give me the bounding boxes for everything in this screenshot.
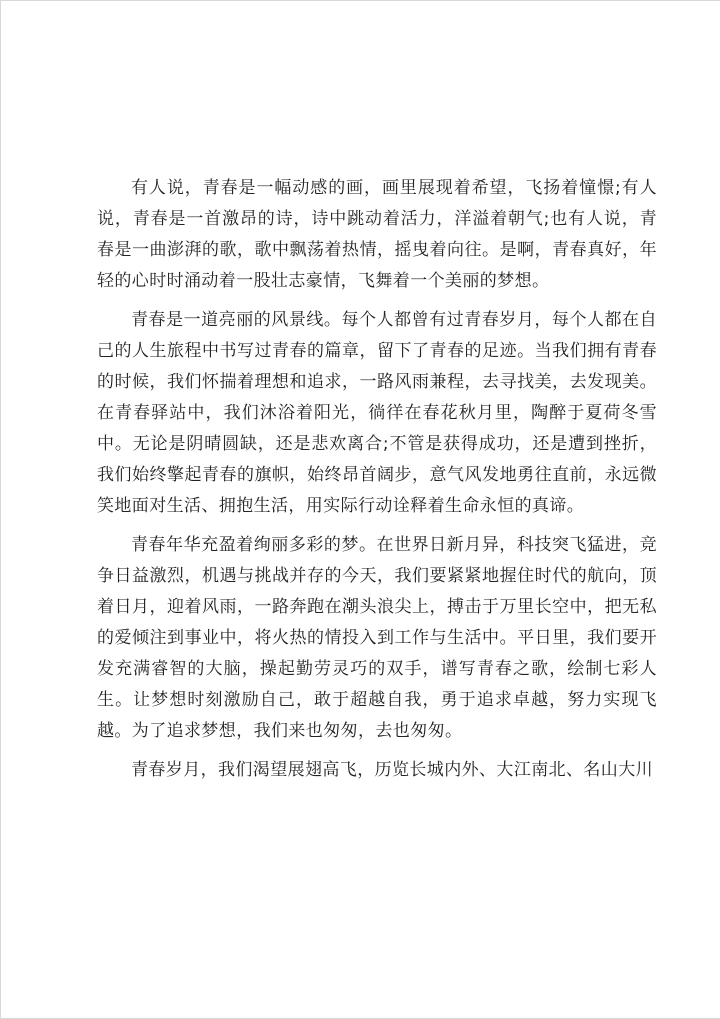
paragraph-2: 青春是一道亮丽的风景线。每个人都曾有过青春岁月，每个人都在自己的人生旅程中书写过青春的篇章，留下了青春的足迹。当我们拥有青春的时候，我们怀揣着理想和追求，一路风雨兼程，去寻找美，去发现美。在青春驿站中，我们沐浴着阳光，徜徉在春花秋月里，陶醉于夏荷冬雪中。无论是阴晴圆缺，还是悲欢离合;不管是获得成功，还是遭到挫折，我们始终擎起青春的旗帜，始终昂首阔步，意气风发地勇往直前，永远微笑地面对生活、拥抱生活，用实际行动诠释着生命永恒的真谛。 — [97, 310, 657, 516]
paragraph-1: 有人说，青春是一幅动感的画，画里展现着希望，飞扬着憧憬;有人说，青春是一首激昂的诗，诗中跳动着活力，洋溢着朝气;也有人说，青春是一曲澎湃的歌，歌中飘荡着热情，摇曳着向往。是啊，青春真好，年轻的心时时涌动着一股壮志豪情，飞舞着一个美丽的梦想。 — [97, 178, 657, 291]
paragraph-4: 青春岁月，我们渴望展翅高飞，历览长城内外、大江南北、名山大川 — [131, 760, 653, 780]
document-body — [97, 173, 657, 794]
paragraph-3: 青春年华充盈着绚丽多彩的梦。在世界日新月异，科技突飞猛进，竞争日益激烈，机遇与挑战并存的今天，我们要紧紧地握住时代的航向，顶着日月，迎着风雨，一路奔跑在潮头浪尖上，搏击于万里长空中，把无私的爱倾注到事业中，将火热的情投入到工作与生活中。平日里，我们要开发充满睿智的大脑，操起勤劳灵巧的双手，谱写青春之歌，绘制七彩人生。让梦想时刻激励自己，敢于超越自我，勇于追求卓越，努力实现飞越。为了追求梦想，我们来也匆匆，去也匆匆。 — [97, 535, 657, 741]
